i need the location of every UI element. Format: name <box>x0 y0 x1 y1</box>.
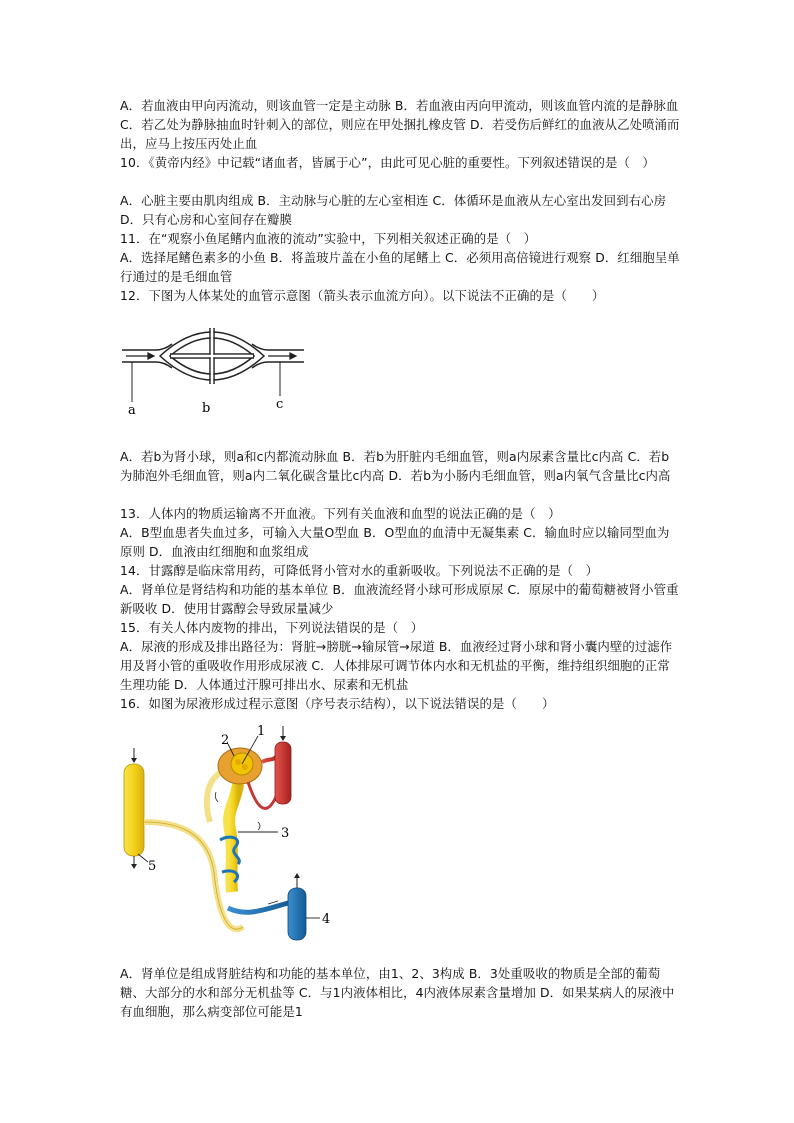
label-b: b <box>202 401 211 416</box>
renal-artery <box>275 742 291 804</box>
q13-options: A．B型血患者失血过多，可输入大量O型血 B．O型血的血清中无凝集素 C．输血时应以输同型血为原则 D．血液由红细胞和血浆组成 <box>120 525 670 559</box>
q14-stem: 14．甘露醇是临床常用药，可降低肾小管对水的重新吸收。下列说法不正确的是（ ） <box>120 563 599 578</box>
q12-stem: 12．下图为人体某处的血管示意图（箭头表示血流方向）。以下说法不正确的是（ ） <box>120 288 605 303</box>
q10-stem: 10．《黄帝内经》中记载“诸血者，皆属于心”，由此可见心脏的重要性。下列叙述错误的是（ ） <box>120 155 655 170</box>
label-c: c <box>276 397 284 412</box>
arrow-out-vein <box>294 873 300 878</box>
q16-options: A．肾单位是组成肾脏结构和功能的基本单位，由1、2、3构成 B．3处重吸收的物质是全部的葡萄糖、大部分的水和部分无机盐等 C．与1内液体相比，4内液体尿素含量增加 D．如果某病人的尿液中有血细胞，那么病变部位可能是1 <box>120 966 675 1019</box>
q15-stem: 15．有关人体内废物的排出，下列说法错误的是（ ） <box>120 620 424 635</box>
collecting-duct <box>124 764 144 856</box>
arrow-out-duct <box>131 864 137 869</box>
label-3: 3 <box>281 826 290 841</box>
renal-vein <box>288 888 306 940</box>
q9-options: A．若血液由甲向丙流动，则该血管一定是主动脉 B．若血液由丙向甲流动，则该血管内流的是静脉血 C．若乙处为静脉抽血时针刺入的部位，则应在甲处捆扎橡皮管 D．若受伤后鲜红的血液从乙处喷涌而出，应马上按压丙处止血 <box>120 98 680 151</box>
q11-options: A．选择尾鳍色素多的小鱼 B．将盖玻片盖在小鱼的尾鳍上 C．必须用高倍镜进行观察 D．红细胞呈单行通过的是毛细血管 <box>120 250 680 284</box>
q13-stem: 13．人体内的物质运输离不开血液。下列有关血液和血型的说法正确的是（ ） <box>120 506 561 521</box>
q12-options: A．若b为肾小球，则a和c内都流动脉血 B．若b为肝脏内毛细血管，则a内尿素含量比c内高 C．若b为肺泡外毛细血管，则a内二氧化碳含量比c内高 D．若b为小肠内毛细血管，则a内氧气含量比c内高 <box>120 449 671 483</box>
flow-arrow-in <box>148 353 154 359</box>
vessel-a-top-wall <box>122 344 172 350</box>
q16-stem: 16．如图为尿液形成过程示意图（序号表示结构），以下说法错误的是（ ） <box>120 696 555 711</box>
nephron-diagram <box>118 722 338 952</box>
label-4: 4 <box>322 912 331 927</box>
leader-5 <box>138 854 148 862</box>
q11-stem: 11．在“观察小鱼尾鳍内血液的流动”实验中，下列相关叙述正确的是（ ） <box>120 231 537 246</box>
capillary-diagram <box>118 318 308 418</box>
vessel-c-bottom-wall <box>252 362 304 368</box>
q14-options: A．肾单位是肾结构和功能的基本单位 B．血液流经肾小球可形成原尿 C．原尿中的葡萄糖被肾小管重新吸收 D．使用甘露醇会导致尿量减少 <box>120 582 679 616</box>
q10-options: A．心脏主要由肌肉组成 B．主动脉与心脏的左心室相连 C．体循环是血液从左心室出发回到右心房 D．只有心房和心室间存在瓣膜 <box>120 193 667 227</box>
label-5: 5 <box>148 859 157 874</box>
vessel-c-top-wall <box>252 344 304 350</box>
vessel-a-bottom-wall <box>122 362 172 368</box>
flow-arrow-out <box>290 353 296 359</box>
q15-options: A．尿液的形成及排出路径为：肾脏→膀胱→输尿管→尿道 B．血液经过肾小球和肾小囊内壁的过滤作用及肾小管的重吸收作用形成尿液 C．人体排尿可调节体内水和无机盐的平衡，维持组织细胞的正常生理功能 D．人体通过汗腺可排出水、尿素和无机盐 <box>120 639 673 692</box>
arrow-into-artery <box>280 736 286 741</box>
label-2: 2 <box>221 733 230 748</box>
label-1: 1 <box>257 724 266 739</box>
label-a: a <box>128 403 136 418</box>
